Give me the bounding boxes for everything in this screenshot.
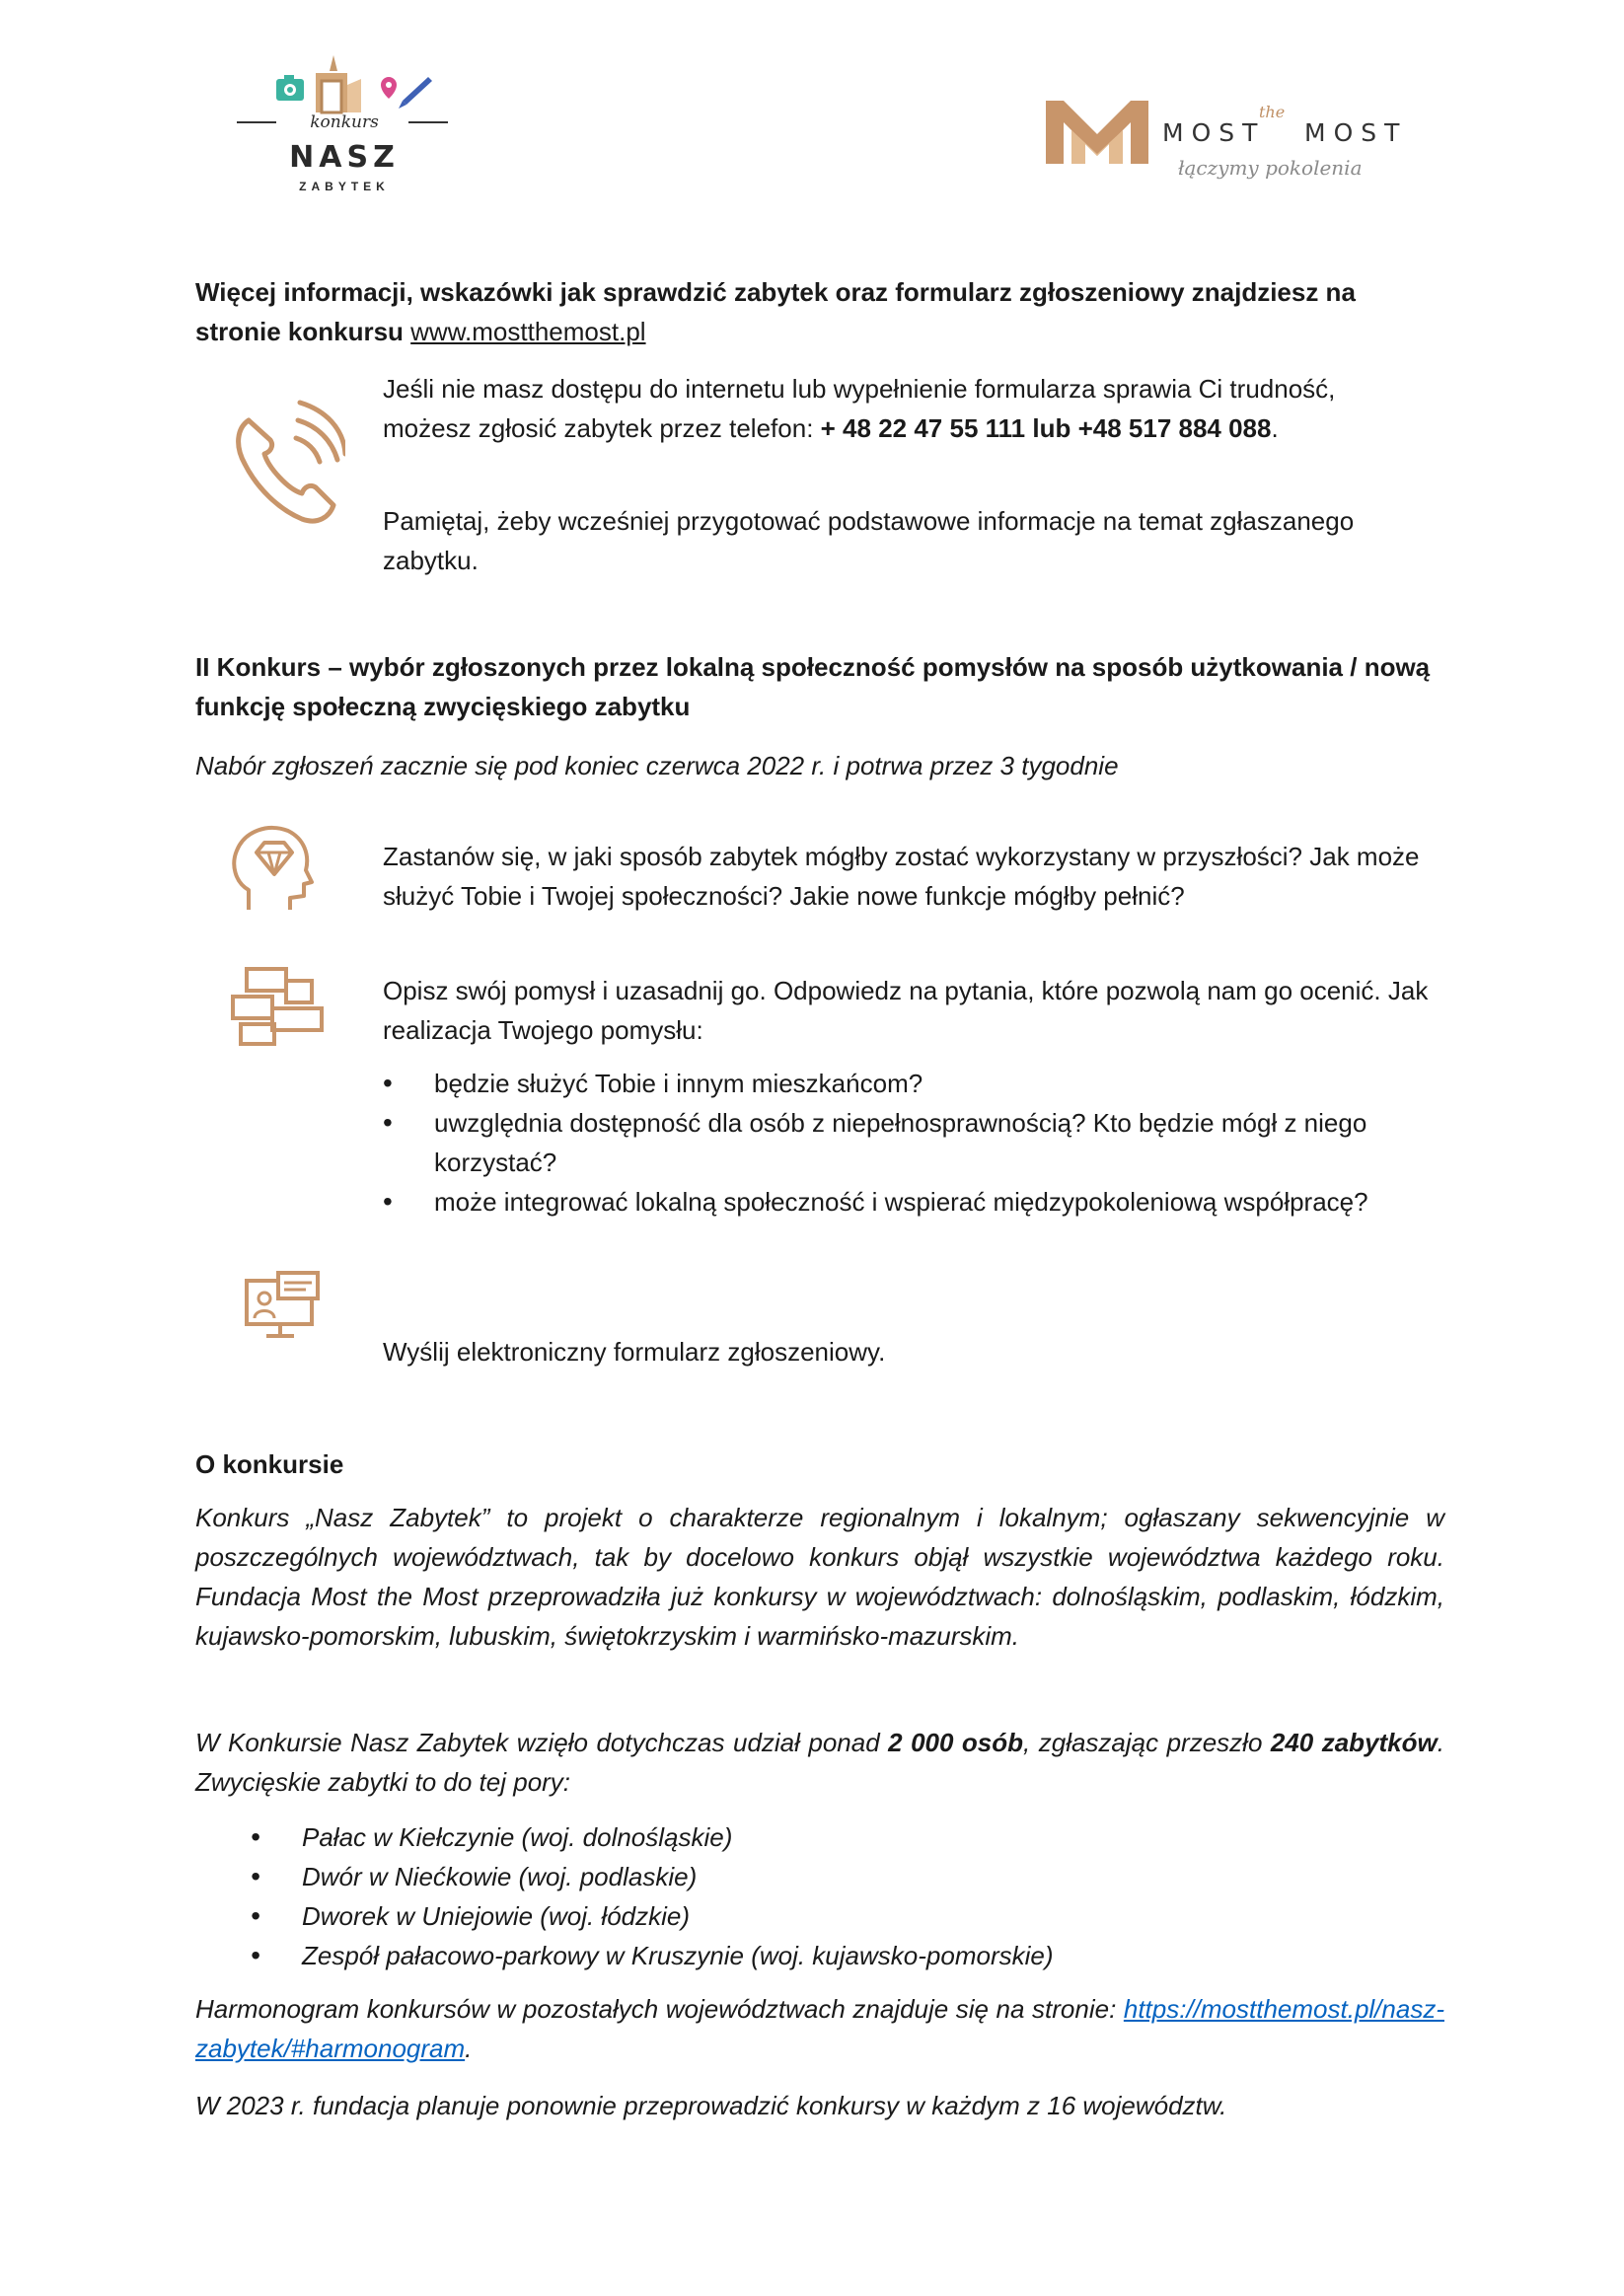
contest2-heading: II Konkurs – wybór zgłoszonych przez lokalną społeczność pomysłów na sposób użytkowania / nową funkcję społeczną zwycięskiego zabytku xyxy=(195,652,1431,721)
contest2-questions-list xyxy=(383,1064,1429,1222)
website-link[interactable]: www.mostthemost.pl xyxy=(410,317,646,346)
winners-list xyxy=(251,1817,1435,1975)
info-paragraph xyxy=(195,272,1444,351)
step3-text: Wyślij elektroniczny formularz zgłoszeniowy. xyxy=(383,1337,886,1367)
computer-form-icon xyxy=(245,1271,324,1340)
step2-text: Opisz swój pomysł i uzasadnij go. Odpowiedz na pytania, które pozwolą nam go ocenić. Jak realizacja Twojego pomysłu: xyxy=(383,976,1429,1045)
step1-text: Zastanów się, w jaki sposób zabytek mógłby zostać wykorzystany w przyszłości? Jak może służyć Tobie i Twojej społeczności? Jakie nowe funkcje mógłby pełnić? xyxy=(383,842,1420,911)
phone-numbers: + 48 22 47 55 111 lub +48 517 884 088 xyxy=(820,413,1272,443)
nasz-zabytek-logo xyxy=(237,55,454,213)
most-tagline: łączymy pokolenia xyxy=(1178,156,1363,180)
list-item: • Zespół pałacowo-parkowy w Kruszynie (woj. kujawsko-pomorskie) xyxy=(251,1936,1435,1975)
phone-note: Pamiętaj, żeby wcześniej przygotować podstawowe informacje na temat zgłaszanego zabytku. xyxy=(383,506,1355,575)
process-blocks-icon xyxy=(231,967,330,1046)
about-paragraph-1: Konkurs „Nasz Zabytek” to projekt o charakterze regionalnym i lokalnym; ogłaszany sekwencyjnie w poszczególnych województwach, tak by docelowo konkurs objął wszystkie województwa każdego roku. Fundacja Most the Most przeprowadziła już konkursy w województwach: dolnośląskim, podlaskim, łódzkim, kujawsko-pomorskim, lubuskim, świętokrzyskim i warmińsko-mazurskim. xyxy=(195,1503,1444,1651)
about-paragraph-3 xyxy=(195,1989,1444,2068)
p2-text: . Zwycięskie zabytki to do tej pory: xyxy=(195,1728,1444,1797)
logo-nasz-text: NASZ xyxy=(289,140,400,175)
logo-zabytek-text: ZABYTEK xyxy=(299,180,390,193)
phone-text: Jeśli nie masz dostępu do internetu lub wypełnienie formularza sprawia Ci trudność, możesz zgłosić zabytek przez telefon: xyxy=(383,374,1336,443)
most-right-text: MOST xyxy=(1304,118,1408,147)
info-text: Więcej informacji, wskazówki jak sprawdzić zabytek oraz formularz zgłoszeniowy znajdziesz na stronie konkursu xyxy=(195,277,1356,346)
p2-text: , zgłaszając przeszło xyxy=(1023,1728,1271,1757)
p2-text: W Konkursie Nasz Zabytek wzięło dotychczas udział ponad xyxy=(195,1728,889,1757)
about-paragraph-4: W 2023 r. fundacja planuje ponownie przeprowadzić konkursy w każdym z 16 województw. xyxy=(195,2091,1227,2120)
most-left-text: MOST xyxy=(1162,118,1266,147)
list-item: • będzie służyć Tobie i innym mieszkańcom? xyxy=(383,1064,1429,1103)
participants-count: 2 000 osób xyxy=(888,1728,1024,1757)
monuments-count: 240 zabytków xyxy=(1270,1728,1438,1757)
list-item: • Dwór w Niećkowie (woj. podlaskie) xyxy=(251,1857,1435,1896)
most-the-text: the xyxy=(1259,103,1286,121)
phone-icon xyxy=(227,399,345,527)
logo-konkurs-text: konkurs xyxy=(310,112,379,132)
list-item: • może integrować lokalną społeczność i wspierać międzypokoleniową współpracę? xyxy=(383,1182,1429,1222)
p3-period: . xyxy=(465,2034,473,2063)
p3-text: Harmonogram konkursów w pozostałych województwach znajduje się na stronie: xyxy=(195,1994,1124,2024)
schedule-link[interactable]: https://mostthemost.pl/nasz-zabytek/#harmonogram xyxy=(195,1994,1444,2063)
phone-period: . xyxy=(1271,413,1279,443)
phone-paragraph xyxy=(383,369,1369,448)
contest2-subheading: Nabór zgłoszeń zacznie się pod koniec czerwca 2022 r. i potrwa przez 3 tygodnie xyxy=(195,751,1119,780)
head-diamond-icon xyxy=(229,823,318,912)
most-the-most-logo xyxy=(1046,91,1440,209)
list-item: • uwzględnia dostępność dla osób z niepełnosprawnością? Kto będzie mógł z niego korzystać? xyxy=(383,1103,1429,1182)
about-heading: O konkursie xyxy=(195,1449,344,1479)
about-paragraph-2 xyxy=(195,1723,1444,1802)
list-item: • Dworek w Uniejowie (woj. łódzkie) xyxy=(251,1896,1435,1936)
most-monogram-icon xyxy=(1046,101,1148,164)
list-item: • Pałac w Kiełczynie (woj. dolnośląskie) xyxy=(251,1817,1435,1857)
